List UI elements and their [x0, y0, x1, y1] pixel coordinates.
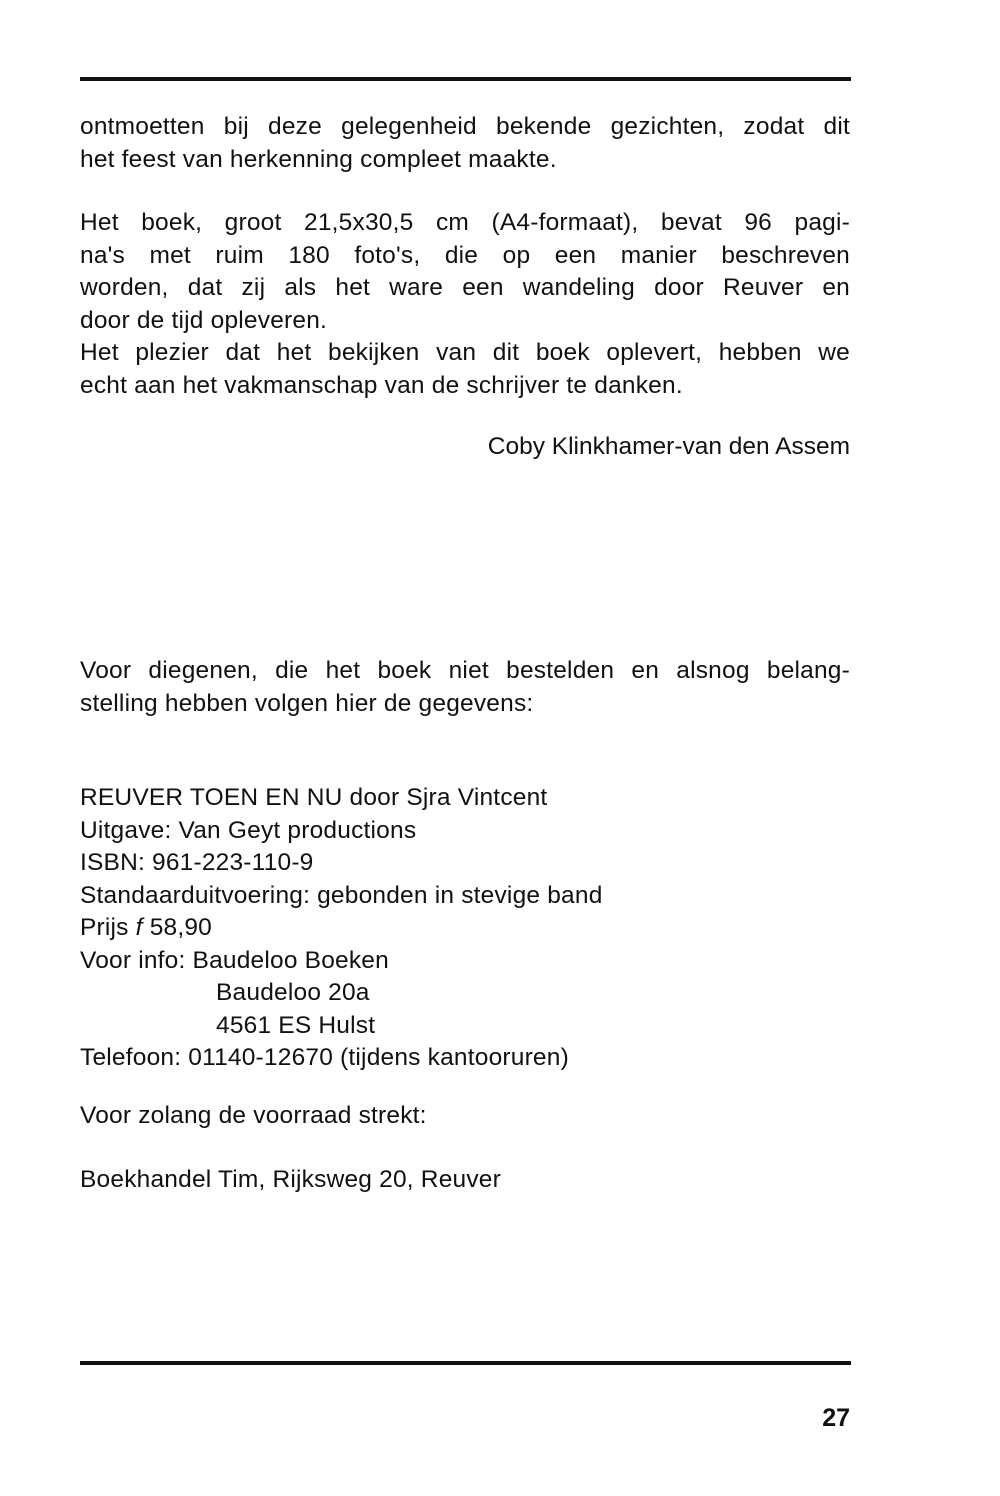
paragraph-1: [80, 111, 850, 176]
author-signature: Coby Klinkhamer-van den Assem: [487, 433, 850, 460]
address-street: Baudeloo 20a: [216, 979, 370, 1006]
book-isbn: ISBN: 961-223-110-9: [80, 849, 314, 876]
book-publisher: Uitgave: Van Geyt productions: [80, 816, 417, 844]
shop-address: [80, 1164, 850, 1197]
paragraph-4: [80, 655, 850, 720]
paragraph-3-line-1: Het plezier dat het bekijken van dit boek oplevert, hebben we: [80, 339, 850, 366]
paragraph-2-line-2: na's met ruim 180 foto's, die op een manier beschreven: [80, 241, 850, 269]
page-number: 27: [822, 1404, 850, 1432]
book-details: [80, 782, 850, 1075]
top-rule: [80, 77, 851, 81]
bottom-rule: [80, 1361, 851, 1365]
paragraph-2-line-1: Het boek, groot 21,5x30,5 cm (A4-formaat), bevat 96 pagi-: [80, 209, 850, 236]
paragraph-2-line-3: worden, dat zij als het ware een wandeling door Reuver en: [80, 274, 850, 301]
stock-note: [80, 1100, 850, 1133]
paragraph-1-line-1: ontmoetten bij deze gelegenheid bekende gezichten, zodat dit: [80, 113, 850, 140]
paragraph-2-line-4: door de tijd opleveren.: [80, 306, 328, 334]
price-currency: f: [135, 914, 143, 941]
book-edition: Standaarduitvoering: gebonden in stevige band: [80, 881, 603, 909]
paragraph-3: [80, 337, 850, 402]
paragraph-3-line-2: echt aan het vakmanschap van de schrijver te danken.: [80, 371, 683, 399]
book-title-line: REUVER TOEN EN NU door Sjra Vintcent: [80, 784, 548, 811]
shop-address-text: Boekhandel Tim, Rijksweg 20, Reuver: [80, 1166, 501, 1193]
phone-number: Telefoon: 01140-12670 (tijdens kantooruren): [80, 1044, 569, 1071]
price-value: 58,90: [149, 914, 212, 941]
price-label: Prijs: [80, 914, 129, 941]
book-price: [80, 912, 850, 945]
paragraph-1-line-2: het feest van herkenning compleet maakte.: [80, 145, 557, 173]
paragraph-4-line-2: stelling hebben volgen hier de gegevens:: [80, 689, 534, 717]
stock-note-text: Voor zolang de voorraad strekt:: [80, 1102, 427, 1129]
paragraph-4-line-1: Voor diegenen, die het boek niet bestelden en alsnog belang-: [80, 657, 850, 684]
info-contact: Voor info: Baudeloo Boeken: [80, 946, 389, 974]
paragraph-2: [80, 207, 850, 337]
address-city: 4561 ES Hulst: [216, 1011, 376, 1039]
